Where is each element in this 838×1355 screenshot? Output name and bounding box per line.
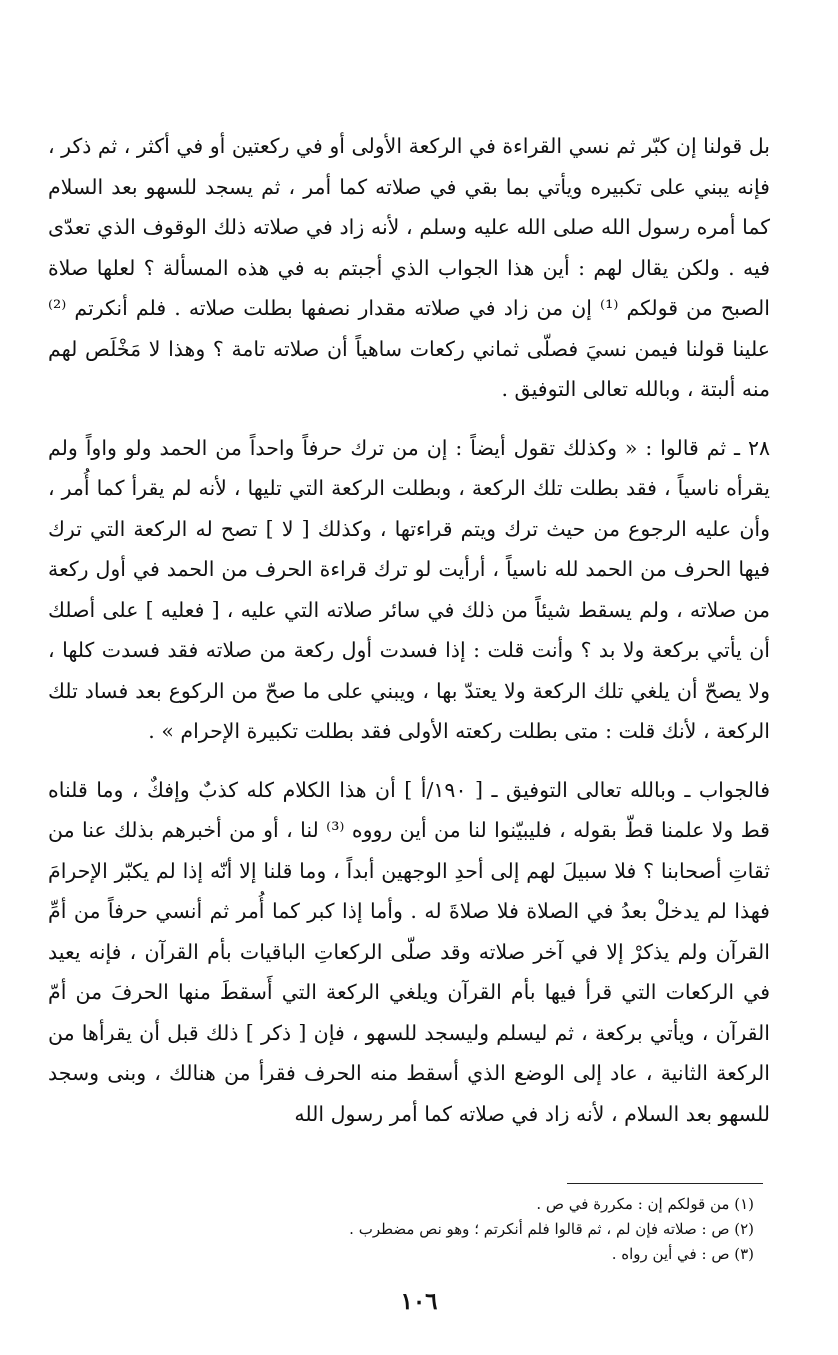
footnotes bbox=[54, 1192, 754, 1267]
paragraph-1: بل قولنا إن كبّر ثم نسي القراءة في الركعة الأولى أو في ركعتين أو في أكثر ، ثم ذكر ، فإنه يبني على تكبيره ويأتي بما بقي في صلاته كما أمر ، ثم يسجد للسهو بعد السلام كما أمره رسول الله صلى الله عليه وسلم ، لأنه زاد في صلاته ذلك الوقوف الذي تعدّى فيه . ولكن يقال لهم : أين هذا الجواب الذي أجبتم به في هذه المسألة ؟ لعلها صلاة الصبح من قولكم ⁽¹⁾ إن من زاد في صلاته مقدار نصفها بطلت صلاته . فلم أنكرتم ⁽²⁾ علينا قولنا فيمن نسيَ فصلّى ثماني ركعات ساهياً أن صلاته تامة ؟ وهذا لا مَخْلَص لهم منه ألبتة ، وبالله تعالى التوفيق . bbox=[48, 134, 770, 401]
footnote-3: (٣) ص : في أين رواه . bbox=[611, 1245, 754, 1263]
page-number: ١٠٦ bbox=[400, 1288, 438, 1315]
paragraph-2: ٢٨ ـ ثم قالوا : « وكذلك تقول أيضاً : إن من ترك حرفاً واحداً من الحمد ولو واواً ولم يقرأه ناسياً ، فقد بطلت تلك الركعة ، وبطلت الركعة التي تليها ، لأنه لم يقرأ كما أُمر ، وأن عليه الرجوع من حيث ترك ويتم قراءتها ، وكذلك [ لا ] تصح له الركعة التي ترك فيها الحرف من الحمد لله ناسياً ، أرأيت لو ترك قراءة الحرف من الحمد في أول ركعة من صلاته ، ولم يسقط شيئاً من ذلك في سائر صلاته التي عليه ، [ فعليه ] على أصلك أن يأتي بركعة ولا بد ؟ وأنت قلت : إذا فسدت أول ركعة من صلاته فقد فسدت كلها ، ولا يصحّ أن يلغي تلك الركعة ولا يعتدّ بها ، ويبني على ما صحّ من الركوع بعد فساد تلك الركعة ، لأنك قلت : متى بطلت ركعته الأولى فقد بطلت تكبيرة الإحرام » . bbox=[48, 435, 770, 743]
paragraph-3: فالجواب ـ وبالله تعالى التوفيق ـ [ ١٩٠/أ ] أن هذا الكلام كله كذبٌ وإفكٌ ، وما قلناه قط ولا علمنا قطّ بقوله ، فليبيّنوا لنا من أين رووه ⁽³⁾ لنا ، أو من أخبرهم بذلك عنا من ثقاتِ أصحابنا ؟ فلا سبيلَ لهم إلى أحدِ الوجهين أبداً ، وما قلنا إلا أنّه إذا لم يكبّر الإحرامَ فهذا لم يدخلْ بعدُ في الصلاة فلا صلاةَ له . وأما إذا كبر كما أُمر ثم أنسي حرفاً من أمِّ القرآن ولم يذكرْ إلا في آخر صلاته وقد صلّى الركعاتِ الباقيات بأم القرآن ، فإنه يعيد في الركعات التي قرأ فيها بأم القرآن ويلغي الركعة التي أَسقطَ منها الحرفَ من أمّ القرآن ، ويأتي بركعة ، ثم ليسلم وليسجد للسهو ، فإن [ ذكر ] ذلك قبل أن يقرأها من الركعة الثانية ، عاد إلى الوضع الذي أسقط منه الحرف فقرأ من هنالك ، وبنى وسجد للسهو بعد السلام ، لأنه زاد في صلاته كما أمر رسول الله bbox=[48, 777, 770, 1126]
footnote-separator bbox=[567, 1183, 763, 1184]
main-text bbox=[48, 126, 770, 1134]
footnote-1: (١) من قولكم إن : مكررة في ص . bbox=[536, 1195, 754, 1213]
footnote-2: (٢) ص : صلاته فإن لم ، ثم قالوا فلم أنكرتم ؛ وهو نص مضطرب . bbox=[349, 1220, 754, 1238]
